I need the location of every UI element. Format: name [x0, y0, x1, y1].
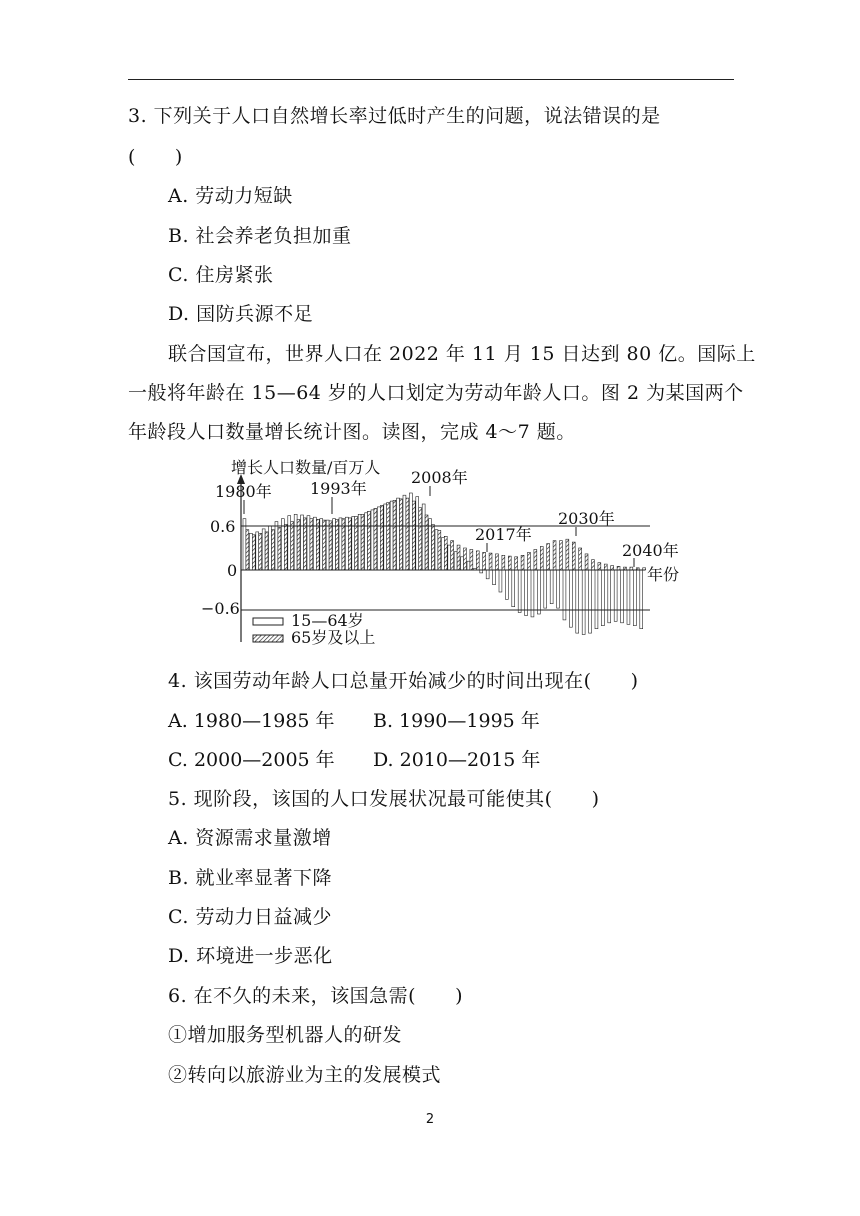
bar-15-64-1993: [326, 520, 329, 570]
bar-65plus-2000: [374, 508, 377, 570]
bar-15-64-2021: [505, 570, 508, 599]
q5-option-d: D. 环境进一步恶化: [168, 945, 333, 967]
bar-65plus-1993: [329, 521, 332, 570]
legend-label-65plus: 65岁及以上: [291, 628, 376, 647]
population-growth-chart: [201, 452, 680, 652]
bar-15-64-1997: [352, 517, 355, 571]
intro-line-3: 年龄段人口数量增长统计图。读图，完成 4～7 题。: [128, 421, 576, 443]
ytick-0: 0: [227, 561, 238, 580]
bar-15-64-1998: [358, 514, 361, 570]
annotation-1980: 1980年: [215, 482, 272, 501]
bar-65plus-2007: [419, 508, 422, 570]
bar-65plus-2032: [579, 548, 582, 570]
bar-15-64-2005: [403, 495, 406, 570]
bar-15-64-2029: [557, 570, 560, 608]
q5-option-a: A. 资源需求量激增: [168, 827, 332, 849]
bar-15-64-2006: [409, 493, 412, 570]
bar-65plus-2001: [380, 506, 383, 571]
bar-65plus-2006: [412, 501, 415, 570]
bar-65plus-1981: [252, 535, 255, 570]
bar-15-64-2026: [537, 570, 540, 614]
q4-option-d: D. 2010—2015 年: [373, 749, 541, 771]
bar-15-64-2011: [441, 538, 444, 570]
bar-15-64-2004: [397, 498, 400, 570]
bar-15-64-2013: [454, 552, 457, 570]
y-axis-label: 增长人口数量/百万人: [231, 458, 381, 477]
legend-swatch-15-64: [253, 618, 283, 625]
q3-option-b: B. 社会养老负担加重: [168, 225, 352, 247]
bar-15-64-1989: [301, 515, 304, 570]
bar-15-64-2001: [377, 507, 380, 570]
bar-15-64-2024: [525, 570, 528, 616]
annotation-2017: 2017年: [475, 525, 532, 544]
bar-15-64-2035: [595, 570, 598, 629]
bar-65plus-2014: [464, 548, 467, 570]
bar-15-64-2015: [467, 561, 470, 570]
bar-15-64-1988: [294, 514, 297, 570]
q5-option-b: B. 就业率显著下降: [168, 867, 333, 889]
page-number: 2: [425, 1112, 435, 1127]
bar-65plus-1980: [246, 530, 249, 570]
q3-stem-cont: ( ): [128, 146, 183, 168]
bar-15-64-2022: [512, 570, 515, 607]
bar-15-64-2037: [608, 570, 611, 623]
bar-15-64-2003: [390, 501, 393, 570]
bar-65plus-1998: [361, 514, 364, 570]
bar-65plus-1992: [323, 520, 326, 570]
bar-15-64-2030: [563, 570, 566, 620]
bar-15-64-1983: [262, 529, 265, 570]
bar-15-64-1981: [249, 533, 252, 570]
bar-65plus-2029: [560, 541, 563, 570]
bar-65plus-2035: [598, 563, 601, 570]
ytick-neg-0.6: −0.6: [201, 599, 240, 618]
bar-65plus-2019: [496, 554, 499, 570]
annotation-2040: 2040年: [622, 541, 679, 560]
q6-item-2: ②转向以旅游业为主的发展模式: [168, 1064, 442, 1086]
bar-15-64-1982: [256, 532, 259, 570]
bar-15-64-2036: [601, 570, 604, 626]
bar-65plus-2010: [438, 530, 441, 570]
bar-65plus-2033: [585, 554, 588, 570]
q4-option-c: C. 2000—2005 年: [168, 749, 335, 771]
bar-15-64-2032: [576, 570, 579, 633]
bar-15-64-2008: [422, 504, 425, 570]
annotation-2008: 2008年: [411, 468, 468, 487]
bar-65plus-2003: [393, 500, 396, 570]
q4-option-b: B. 1990—1995 年: [373, 710, 540, 732]
bar-15-64-2002: [384, 504, 387, 570]
bar-15-64-2040: [627, 570, 630, 624]
bar-15-64-2000: [371, 510, 374, 570]
bar-15-64-2018: [486, 570, 489, 579]
bar-65plus-2024: [528, 552, 531, 570]
bar-65plus-2020: [502, 555, 505, 570]
bar-65plus-2023: [521, 555, 524, 570]
x-axis-label: 年份: [647, 565, 680, 584]
bar-65plus-2030: [566, 539, 569, 570]
bar-15-64-1996: [345, 517, 348, 570]
ytick-0.6: 0.6: [210, 517, 236, 536]
q6-item-1: ①增加服务型机器人的研发: [168, 1024, 403, 1046]
bar-65plus-2036: [604, 564, 607, 570]
intro-line-2: 一般将年龄在 15—64 岁的人口划定为劳动年龄人口。图 2 为某国两个: [128, 382, 744, 404]
bar-65plus-2034: [592, 560, 595, 570]
bar-65plus-2005: [406, 498, 409, 570]
bar-65plus-2009: [432, 525, 435, 571]
bar-15-64-2010: [435, 530, 438, 570]
bar-15-64-2038: [614, 570, 617, 621]
bar-15-64-1984: [269, 526, 272, 570]
bar-65plus-2038: [617, 566, 620, 570]
bar-15-64-2041: [633, 570, 636, 626]
bar-65plus-1988: [297, 519, 300, 570]
bar-65plus-2028: [553, 541, 556, 570]
bar-15-64-1991: [313, 517, 316, 570]
bar-15-64-1987: [288, 516, 291, 570]
q4-option-a: A. 1980—1985 年: [168, 710, 335, 732]
intro-line-1: 联合国宣布，世界人口在 2022 年 11 月 15 日达到 80 亿。国际上: [168, 343, 756, 365]
bar-65plus-1987: [291, 522, 294, 570]
bar-65plus-2026: [540, 547, 543, 571]
q4-stem: 4. 该国劳动年龄人口总量开始减少的时间出现在( ): [168, 670, 639, 692]
q3-option-c: C. 住房紧张: [168, 264, 274, 286]
bar-65plus-1997: [355, 517, 358, 571]
bar-65plus-1999: [368, 511, 371, 570]
q5-stem: 5. 现阶段，该国的人口发展状况最可能使其( ): [168, 788, 600, 810]
bar-65plus-2011: [444, 536, 447, 570]
bar-15-64-2042: [640, 570, 643, 629]
bar-65plus-2008: [425, 515, 428, 570]
q3-option-a: A. 劳动力短缺: [168, 185, 293, 207]
bar-65plus-1982: [259, 533, 262, 570]
bar-65plus-1991: [316, 519, 319, 570]
bar-15-64-2007: [416, 497, 419, 570]
bar-15-64-1990: [307, 516, 310, 570]
bar-65plus-2027: [547, 544, 550, 570]
q6-stem: 6. 在不久的未来，该国急需( ): [168, 985, 463, 1007]
bar-15-64-2014: [461, 557, 464, 570]
bar-15-64-2027: [544, 570, 547, 608]
bar-65plus-2018: [489, 553, 492, 570]
bar-15-64-1985: [275, 522, 278, 570]
bar-15-64-2028: [550, 570, 553, 604]
bar-15-64-2031: [569, 570, 572, 627]
bar-15-64-2023: [518, 570, 521, 613]
bar-15-64-2033: [582, 570, 585, 635]
bar-65plus-2016: [476, 551, 479, 570]
q3-option-d: D. 国防兵源不足: [168, 303, 314, 325]
bar-15-64-1999: [365, 513, 368, 570]
bar-65plus-2013: [457, 545, 460, 570]
bar-65plus-1986: [284, 525, 287, 571]
header-rule: [128, 79, 734, 80]
bar-65plus-1984: [272, 530, 275, 570]
bar-65plus-2022: [515, 557, 518, 570]
bar-65plus-2002: [387, 503, 390, 571]
annotation-1993: 1993年: [310, 479, 367, 498]
bar-65plus-2017: [483, 552, 486, 570]
q3-stem: 3. 下列关于人口自然增长率过低时产生的问题，说法错误的是: [128, 105, 661, 127]
bar-15-64-2034: [589, 570, 592, 633]
bar-65plus-2004: [400, 499, 403, 570]
bar-15-64-2012: [448, 545, 451, 570]
bar-65plus-2021: [508, 556, 511, 570]
bar-15-64-2019: [493, 570, 496, 585]
bar-65plus-1983: [265, 532, 268, 570]
q5-option-c: C. 劳动力日益减少: [168, 906, 332, 928]
bar-15-64-2020: [499, 570, 502, 592]
bar-65plus-2015: [470, 550, 473, 571]
bar-65plus-2031: [572, 542, 575, 570]
bar-65plus-2012: [451, 541, 454, 570]
legend-label-15-64: 15—64岁: [291, 611, 364, 630]
bar-15-64-2039: [621, 570, 624, 623]
annotation-2030: 2030年: [558, 509, 615, 528]
bar-65plus-1985: [278, 528, 281, 571]
bar-65plus-2037: [611, 566, 614, 570]
legend-swatch-65plus: [253, 635, 283, 642]
bar-65plus-1994: [336, 519, 339, 570]
bar-65plus-2025: [534, 550, 537, 571]
